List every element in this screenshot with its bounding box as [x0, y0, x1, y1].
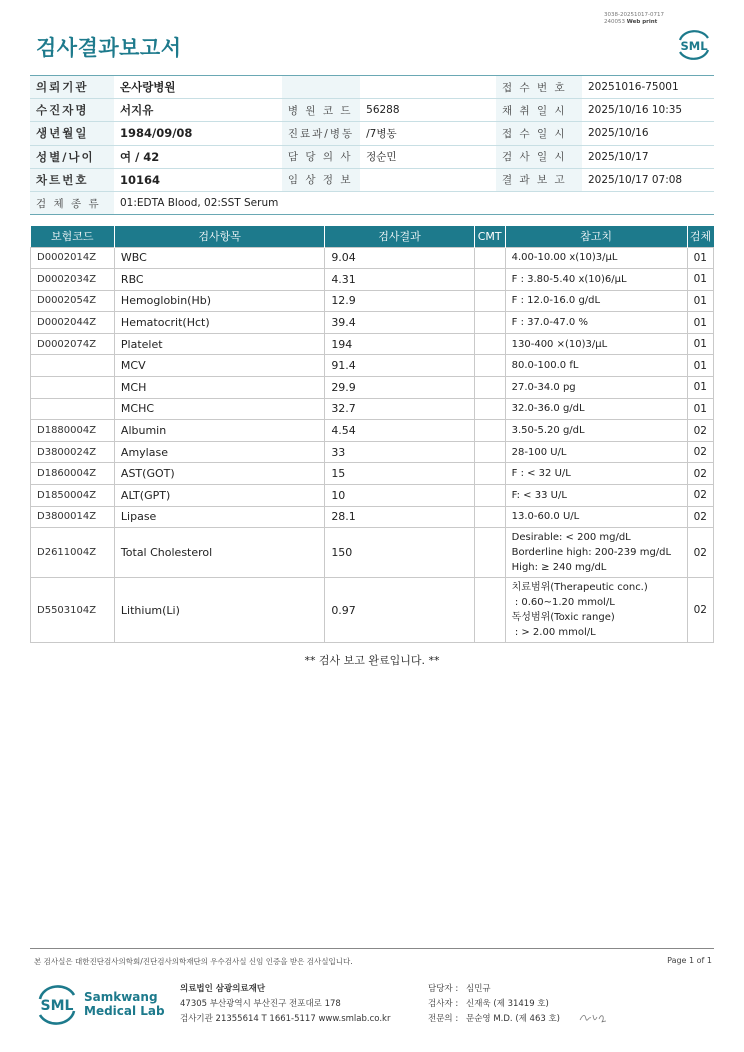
reference-line: 3.50-5.20 g/dL [511, 425, 585, 437]
test-item: RBC [114, 269, 324, 291]
results-column-header: 검사항목 [114, 226, 324, 247]
staff-role: 담당자 : [428, 984, 459, 994]
reference-range [505, 312, 687, 334]
specimen-code: 01 [687, 377, 713, 399]
org-address: 47305 부산광역시 부산진구 전포대로 178 [180, 999, 341, 1009]
signature-icon [578, 1010, 608, 1026]
test-result: 0.97 [325, 578, 474, 643]
test-result: 194 [325, 333, 474, 355]
info-label: 진료과/병동 [282, 122, 360, 145]
info-label [282, 76, 360, 99]
info-label: 접 수 번 호 [496, 76, 582, 99]
test-item: WBC [114, 247, 324, 269]
reference-line: 32.0-36.0 g/dL [511, 403, 585, 415]
cmt-cell [474, 290, 505, 312]
info-value: 2025/10/16 [582, 122, 714, 145]
result-row [31, 398, 714, 420]
specimen-code: 01 [687, 398, 713, 420]
reference-line: 130-400 ×(10)3/μL [511, 338, 608, 350]
specimen-code: 02 [687, 420, 713, 442]
print-meta-tag: Web print [626, 19, 658, 25]
specimen-label: 검 체 종 류 [30, 191, 114, 214]
test-item: Hematocrit(Hct) [114, 312, 324, 334]
svg-text:SML: SML [40, 998, 74, 1014]
reference-range [505, 463, 687, 485]
reference-line: 27.0-34.0 pg [511, 381, 576, 393]
reference-range [505, 247, 687, 269]
test-result: 10 [325, 485, 474, 507]
reference-range [505, 398, 687, 420]
page-number: Page 1 of 1 [667, 956, 712, 965]
reference-range [505, 420, 687, 442]
insurance-code: D0002074Z [31, 333, 115, 355]
cmt-cell [474, 506, 505, 528]
cmt-cell [474, 420, 505, 442]
cmt-cell [474, 269, 505, 291]
specimen-code: 02 [687, 441, 713, 463]
info-label: 결 과 보 고 [496, 168, 582, 191]
specimen-code: 02 [687, 528, 713, 578]
specimen-code: 02 [687, 578, 713, 643]
test-item: Amylase [114, 441, 324, 463]
insurance-code: D1850004Z [31, 485, 115, 507]
reference-range [505, 528, 687, 578]
test-item: Lithium(Li) [114, 578, 324, 643]
reference-range [505, 441, 687, 463]
info-value: 여 / 42 [114, 145, 282, 168]
cmt-cell [474, 333, 505, 355]
staff-row [428, 982, 560, 997]
footer-divider [30, 948, 714, 949]
info-label: 검 사 일 시 [496, 145, 582, 168]
test-item: ALT(GPT) [114, 485, 324, 507]
svg-text:SML: SML [680, 39, 708, 53]
result-row [31, 377, 714, 399]
insurance-code [31, 355, 115, 377]
specimen-code: 01 [687, 312, 713, 334]
reference-line: 13.0-60.0 U/L [511, 511, 580, 523]
specimen-code: 02 [687, 485, 713, 507]
insurance-code [31, 377, 115, 399]
cmt-cell [474, 463, 505, 485]
info-value: 2025/10/17 07:08 [582, 168, 714, 191]
brand-line2: Medical Lab [84, 1004, 165, 1018]
reference-line: F : 12.0-16.0 g/dL [511, 295, 601, 307]
test-item: MCH [114, 377, 324, 399]
sml-logo-icon [676, 28, 712, 62]
info-label: 수진자명 [30, 99, 114, 122]
staff-role: 전문의 : [428, 1014, 459, 1024]
test-result: 32.7 [325, 398, 474, 420]
test-result: 4.31 [325, 269, 474, 291]
staff-info [428, 982, 560, 1027]
insurance-code: D5503104Z [31, 578, 115, 643]
test-item: Total Cholesterol [114, 528, 324, 578]
insurance-code: D0002014Z [31, 247, 115, 269]
reference-line: F : 3.80-5.40 x(10)6/μL [511, 273, 627, 285]
cmt-cell [474, 355, 505, 377]
staff-name: 심민규 [466, 984, 491, 994]
reference-line: High: ≥ 240 mg/dL [511, 562, 607, 574]
cmt-cell [474, 441, 505, 463]
info-value: 온사랑병원 [114, 76, 282, 99]
print-meta-line1: 3038-20251017-0717 [604, 12, 664, 18]
staff-row [428, 1012, 560, 1027]
specimen-code: 02 [687, 506, 713, 528]
reference-line: Desirable: < 200 mg/dL [511, 532, 631, 544]
test-result: 15 [325, 463, 474, 485]
info-value: 10164 [114, 168, 282, 191]
insurance-code: D3800014Z [31, 506, 115, 528]
staff-name: 문순영 M.D. (제 463 호) [466, 1014, 561, 1024]
cmt-cell [474, 398, 505, 420]
brand-line1: Samkwang [84, 990, 158, 1004]
insurance-code: D2611004Z [31, 528, 115, 578]
test-result: 29.9 [325, 377, 474, 399]
reference-range [505, 333, 687, 355]
cmt-cell [474, 578, 505, 643]
cmt-cell [474, 528, 505, 578]
specimen-code: 01 [687, 269, 713, 291]
reference-line: 28-100 U/L [511, 446, 567, 458]
certification-text: 본 검사실은 대한진단검사의학회/진단검사의학재단의 우수검사실 신임 인증을 받은 검사실입니다. [34, 957, 353, 966]
result-row [31, 528, 714, 578]
reference-line: : > 2.00 mmol/L [511, 627, 596, 639]
info-value: 1984/09/08 [114, 122, 282, 145]
info-row [30, 76, 714, 99]
test-result: 39.4 [325, 312, 474, 334]
cmt-cell [474, 247, 505, 269]
reference-range [505, 377, 687, 399]
info-value: 서지유 [114, 99, 282, 122]
staff-name: 신재욱 (제 31419 호) [466, 999, 549, 1009]
info-label: 임 상 정 보 [282, 168, 360, 191]
results-column-header: 참고치 [505, 226, 687, 247]
reference-range [505, 578, 687, 643]
result-row [31, 290, 714, 312]
test-result: 12.9 [325, 290, 474, 312]
specimen-code: 01 [687, 333, 713, 355]
print-meta [604, 12, 664, 26]
info-row [30, 168, 714, 191]
insurance-code: D3800024Z [31, 441, 115, 463]
results-column-header: CMT [474, 226, 505, 247]
staff-row [428, 997, 560, 1012]
info-row [30, 99, 714, 122]
info-label: 채 취 일 시 [496, 99, 582, 122]
reference-line: 치료범위(Therapeutic conc.) [511, 582, 648, 594]
info-value [360, 76, 496, 99]
test-item: MCV [114, 355, 324, 377]
reference-range [505, 269, 687, 291]
reference-line: F : < 32 U/L [511, 468, 571, 480]
specimen-code: 01 [687, 247, 713, 269]
organization-info [180, 982, 390, 1027]
test-item: AST(GOT) [114, 463, 324, 485]
reference-line: 4.00-10.00 x(10)3/μL [511, 252, 618, 264]
result-row [31, 485, 714, 507]
reference-line: Borderline high: 200-239 mg/dL [511, 547, 672, 559]
insurance-code: D0002054Z [31, 290, 115, 312]
test-item: Hemoglobin(Hb) [114, 290, 324, 312]
test-result: 4.54 [325, 420, 474, 442]
insurance-code: D1880004Z [31, 420, 115, 442]
sml-footer-logo-icon [36, 981, 78, 1027]
specimen-row [30, 191, 714, 214]
result-row [31, 247, 714, 269]
page-title: 검사결과보고서 [36, 36, 182, 60]
report-complete-message: ** 검사 보고 완료입니다. ** [304, 654, 440, 667]
brand-name [84, 990, 165, 1018]
info-value: 20251016-75001 [582, 76, 714, 99]
cmt-cell [474, 377, 505, 399]
specimen-code: 01 [687, 290, 713, 312]
insurance-code [31, 398, 115, 420]
specimen-code: 02 [687, 463, 713, 485]
results-table [30, 226, 714, 643]
info-row [30, 122, 714, 145]
patient-info-table [30, 75, 714, 215]
reference-line: F: < 33 U/L [511, 489, 567, 501]
cmt-cell [474, 312, 505, 334]
info-value: /7병동 [360, 122, 496, 145]
reference-range [505, 506, 687, 528]
info-label: 담 당 의 사 [282, 145, 360, 168]
print-meta-number: 240053 [604, 19, 625, 25]
result-row [31, 312, 714, 334]
org-name: 의료법인 삼광의료재단 [180, 984, 266, 994]
info-value: 2025/10/17 [582, 145, 714, 168]
staff-role: 검사자 : [428, 999, 459, 1009]
result-row [31, 355, 714, 377]
result-row [31, 333, 714, 355]
results-column-header: 검사결과 [325, 226, 474, 247]
reference-line: 독성범위(Toxic range) [511, 612, 615, 624]
info-row [30, 145, 714, 168]
result-row [31, 441, 714, 463]
info-value: 2025/10/16 10:35 [582, 99, 714, 122]
info-label: 병 원 코 드 [282, 99, 360, 122]
info-value: 56288 [360, 99, 496, 122]
test-result: 28.1 [325, 506, 474, 528]
insurance-code: D1860004Z [31, 463, 115, 485]
info-label: 의뢰기관 [30, 76, 114, 99]
results-column-header: 보험코드 [31, 226, 115, 247]
print-meta-line2 [604, 19, 664, 26]
result-row [31, 269, 714, 291]
cmt-cell [474, 485, 505, 507]
specimen-value: 01:EDTA Blood, 02:SST Serum [114, 191, 714, 214]
info-value: 정순민 [360, 145, 496, 168]
test-result: 91.4 [325, 355, 474, 377]
test-item: Platelet [114, 333, 324, 355]
insurance-code: D0002034Z [31, 269, 115, 291]
test-item: Albumin [114, 420, 324, 442]
results-column-header: 검체 [687, 226, 713, 247]
info-label: 성별/나이 [30, 145, 114, 168]
info-label: 차트번호 [30, 168, 114, 191]
specimen-code: 01 [687, 355, 713, 377]
test-result: 9.04 [325, 247, 474, 269]
reference-range [505, 290, 687, 312]
org-contact: 검사기관 21355614 T 1661-5117 www.smlab.co.kr [180, 1014, 391, 1024]
reference-line: : 0.60~1.20 mmol/L [511, 597, 615, 609]
reference-line: F : 37.0-47.0 % [511, 317, 588, 329]
reference-range [505, 355, 687, 377]
test-item: MCHC [114, 398, 324, 420]
test-result: 150 [325, 528, 474, 578]
result-row [31, 578, 714, 643]
result-row [31, 506, 714, 528]
reference-line: 80.0-100.0 fL [511, 360, 579, 372]
insurance-code: D0002044Z [31, 312, 115, 334]
info-label: 접 수 일 시 [496, 122, 582, 145]
info-label: 생년월일 [30, 122, 114, 145]
result-row [31, 420, 714, 442]
info-value [360, 168, 496, 191]
test-item: Lipase [114, 506, 324, 528]
reference-range [505, 485, 687, 507]
test-result: 33 [325, 441, 474, 463]
result-row [31, 463, 714, 485]
